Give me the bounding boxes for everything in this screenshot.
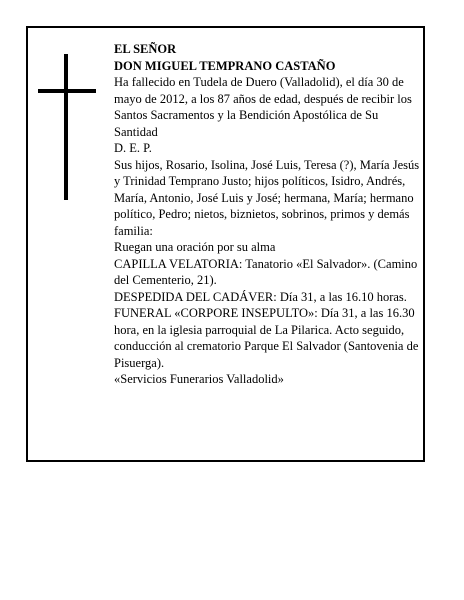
funeral-services: «Servicios Funerarios Valladolid»	[114, 372, 284, 386]
cross-vertical-bar	[64, 54, 68, 200]
funeral-info: FUNERAL «CORPORE INSEPULTO»: Día 31, a las 16.30 hora, en la iglesia parroquial de La Pilarica. Acto seguido, conducción al crematorio Parque El Salvador (Santovenia de Pisuerga).	[114, 306, 419, 370]
obituary-notice	[26, 26, 425, 462]
chapel-info: CAPILLA VELATORIA: Tanatorio «El Salvador». (Camino del Cementerio, 21).	[114, 256, 418, 287]
cross-horizontal-bar	[38, 89, 96, 93]
heading-title: EL SEÑOR	[114, 42, 177, 56]
notice-text	[114, 41, 424, 388]
farewell-info: DESPEDIDA DEL CADÁVER: Día 31, a las 16.10 horas.	[114, 289, 407, 304]
death-notice: Ha fallecido en Tudela de Duero (Valladolid), el día 30 de mayo de 2012, a los 87 años de edad, después de recibir los Santos Sacramentos y la Bendición Apostólica de Su Santidad	[114, 75, 412, 139]
cross-icon	[38, 54, 98, 200]
dep-line: D. E. P.	[114, 141, 152, 155]
family-list: Sus hijos, Rosario, Isolina, José Luis, Teresa (?), María Jesús y Trinidad Temprano Justo; hijos políticos, Isidro, Andrés, María, Antonio, José Luis y José; hermana, María; hermano político, Pedro; nietos, biznietos, sobrinos, primos y demás familia:	[114, 157, 420, 238]
prayer-request: Ruegan una oración por su alma	[114, 240, 276, 254]
deceased-name: DON MIGUEL TEMPRANO CASTAÑO	[114, 58, 336, 73]
